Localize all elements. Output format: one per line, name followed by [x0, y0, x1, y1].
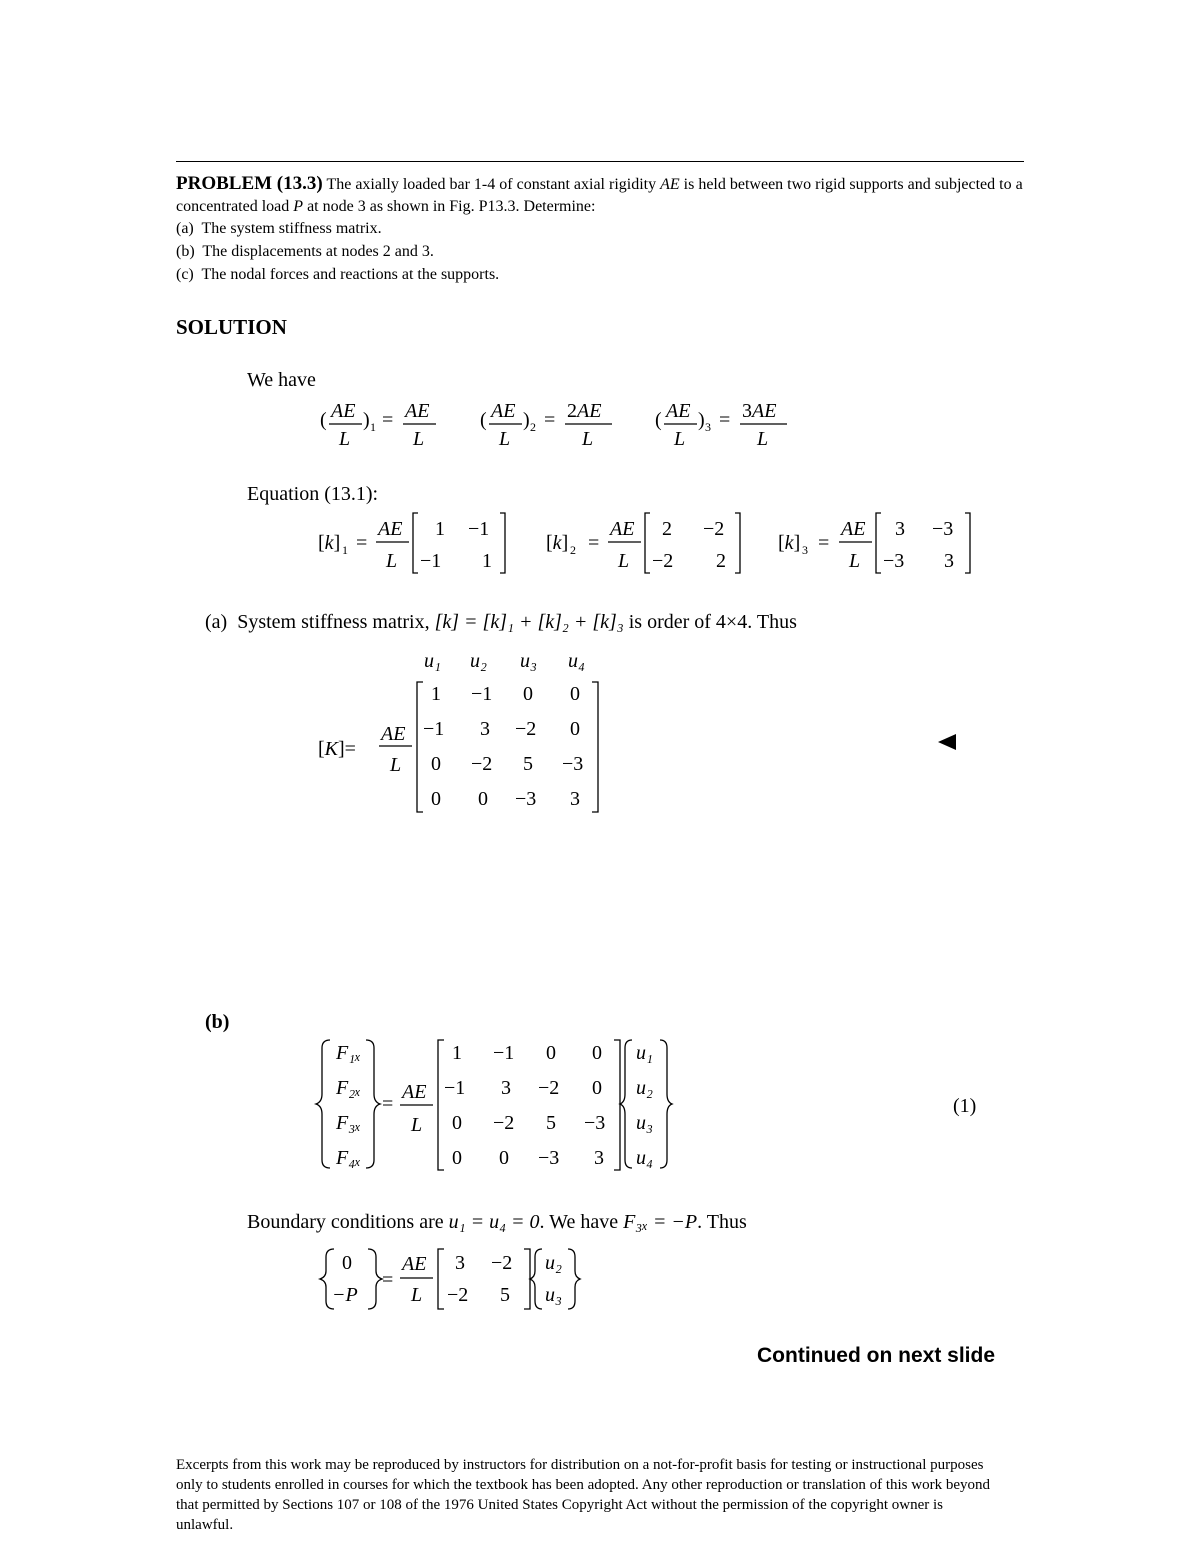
- problem-statement: [176, 173, 1026, 218]
- force-expression: F₃ₓ = −P: [623, 1211, 698, 1233]
- svg-text:AE: AE: [405, 400, 430, 422]
- svg-text:2AE: 2AE: [567, 400, 602, 422]
- problem-intro-c: at node 3 as shown in Fig. P13.3. Determine:: [307, 198, 596, 215]
- svg-text:AE: AE: [402, 1081, 427, 1103]
- left-pointer-icon: [936, 733, 958, 751]
- svg-text:[K]=: [K]=: [318, 738, 356, 760]
- k-r1-c4: 0: [592, 1042, 602, 1064]
- svg-text:=: =: [382, 409, 394, 431]
- svg-text:L: L: [411, 1284, 423, 1306]
- svg-text:): ): [523, 409, 530, 431]
- svg-text:[k]: [k]: [318, 532, 341, 554]
- svg-text:1: 1: [482, 550, 492, 572]
- force-f3x: F₃ₓ: [336, 1112, 361, 1134]
- disp-u4: u₄: [636, 1147, 653, 1169]
- svg-text:L: L: [413, 428, 425, 450]
- svg-text:1: 1: [370, 420, 376, 434]
- k-r1-c3: 0: [546, 1042, 556, 1064]
- force-vector: [335, 1042, 361, 1169]
- k-r3-c4: −3: [562, 753, 584, 775]
- svg-text:(: (: [655, 409, 662, 431]
- force-f1x: F₁ₓ: [336, 1042, 361, 1064]
- disp-u2: u₂: [636, 1077, 653, 1099]
- svg-text:L: L: [499, 428, 511, 450]
- svg-text:AE: AE: [378, 518, 403, 540]
- k-r4-c2: 0: [478, 788, 488, 810]
- item-text: The system stiffness matrix.: [201, 220, 382, 237]
- k-r3-c3: 5: [523, 753, 533, 775]
- ru-u3: u₃: [545, 1284, 562, 1306]
- svg-text:=: =: [719, 409, 731, 431]
- svg-text:L: L: [411, 1114, 423, 1136]
- rigidity-ratios: [310, 393, 810, 463]
- reduced-u-vector: [545, 1252, 562, 1306]
- disp-u1: u₁: [636, 1042, 653, 1064]
- force-f4x: F₄ₓ: [336, 1147, 361, 1169]
- svg-text:[k]: [k]: [546, 532, 569, 554]
- part-b-label: (b): [205, 1011, 230, 1033]
- svg-text:=: =: [544, 409, 556, 431]
- element-matrix-1: [318, 513, 505, 573]
- k-r3-c1: 0: [452, 1112, 462, 1134]
- rk-r1-c1: 3: [455, 1252, 465, 1274]
- boundary-conditions-line: [247, 1211, 747, 1234]
- problem-var-ae: AE: [660, 176, 680, 193]
- column-headers: [424, 650, 585, 672]
- svg-text:AE: AE: [402, 1253, 427, 1275]
- element-matrix-3: [778, 513, 970, 573]
- k-r2-c2: 3: [501, 1077, 511, 1099]
- k-r4-c3: −3: [515, 788, 537, 810]
- svg-text:L: L: [849, 550, 861, 572]
- svg-text:AE: AE: [666, 400, 691, 422]
- svg-text:1: 1: [342, 543, 348, 557]
- k-r4-c1: 0: [431, 788, 441, 810]
- svg-text:=: =: [382, 1093, 394, 1115]
- ratio-1: [320, 400, 436, 450]
- svg-text:2: 2: [530, 420, 536, 434]
- svg-text:AE: AE: [331, 400, 356, 422]
- svg-text:=: =: [356, 532, 368, 554]
- problem-intro-a: The axially loaded bar 1-4 of constant axial rigidity: [326, 176, 657, 193]
- k-r2-c4: 0: [570, 718, 580, 740]
- problem-var-p: P: [293, 198, 304, 215]
- svg-text:(: (: [480, 409, 487, 431]
- svg-text:=: =: [382, 1269, 394, 1291]
- svg-text:−3: −3: [883, 550, 905, 572]
- ratio-3: [655, 400, 787, 450]
- k-r2-c1: −1: [444, 1077, 466, 1099]
- part-a-label: (a): [205, 611, 228, 633]
- part-a-expression: [k] = [k]₁ + [k]₂ + [k]₃: [434, 611, 624, 633]
- k-r4-c4: 3: [570, 788, 580, 810]
- svg-text:L: L: [618, 550, 630, 572]
- k-r3-c3: 5: [546, 1112, 556, 1134]
- reduced-lhs-vector: [332, 1252, 358, 1306]
- k-r3-c2: −2: [471, 753, 493, 775]
- svg-text:AE: AE: [381, 723, 406, 745]
- col-header-u4: u₄: [568, 650, 585, 672]
- svg-text:2: 2: [570, 543, 576, 557]
- problem-item-b: [176, 241, 434, 263]
- item-label: (a): [176, 220, 194, 237]
- problem-intro-b: is held between two rigid supports and subjected to a concentrated load: [176, 176, 1023, 215]
- rk-r1-c2: −2: [491, 1252, 513, 1274]
- k-r4-c1: 0: [452, 1147, 462, 1169]
- item-label: (b): [176, 243, 195, 260]
- solution-heading: SOLUTION: [176, 315, 287, 339]
- bc-text-c: . Thus: [697, 1211, 747, 1233]
- item-text: The nodal forces and reactions at the supports.: [201, 266, 500, 283]
- svg-text:=: =: [818, 532, 830, 554]
- problem-item-a: [176, 218, 382, 240]
- bc-text-b: . We have: [539, 1211, 619, 1233]
- element-matrix-2: [546, 513, 740, 573]
- bc-expression: u₁ = u₄ = 0: [448, 1211, 540, 1233]
- k-r1-c3: 0: [523, 683, 533, 705]
- item-text: The displacements at nodes 2 and 3.: [202, 243, 434, 260]
- global-force-equation: [310, 1030, 690, 1180]
- svg-text:L: L: [339, 428, 351, 450]
- k-r2-c3: −2: [538, 1077, 560, 1099]
- svg-text:−2: −2: [652, 550, 674, 572]
- k-r2-c1: −1: [423, 718, 445, 740]
- svg-text:3: 3: [895, 518, 905, 540]
- problem-title: PROBLEM (13.3): [176, 173, 323, 194]
- svg-text:3: 3: [802, 543, 808, 557]
- displacement-vector: [636, 1042, 653, 1169]
- continued-note: Continued on next slide: [757, 1344, 996, 1367]
- ru-u2: u₂: [545, 1252, 562, 1274]
- disp-u3: u₃: [636, 1112, 653, 1134]
- k-r1-c4: 0: [570, 683, 580, 705]
- rk-r2-c1: −2: [447, 1284, 469, 1306]
- problem-item-c: [176, 264, 499, 286]
- k-r4-c4: 3: [594, 1147, 604, 1169]
- svg-text:1: 1: [435, 518, 445, 540]
- part-a-order: is order of 4×4. Thus: [628, 611, 797, 633]
- svg-text:): ): [698, 409, 705, 431]
- ratio-2: [480, 400, 612, 450]
- lhs-minus-p: −P: [332, 1284, 358, 1306]
- svg-text:2: 2: [662, 518, 672, 540]
- svg-text:(: (: [320, 409, 327, 431]
- k-r3-c2: −2: [493, 1112, 515, 1134]
- svg-text:=: =: [588, 532, 600, 554]
- svg-text:AE: AE: [841, 518, 866, 540]
- svg-text:L: L: [757, 428, 769, 450]
- item-label: (c): [176, 266, 194, 283]
- part-a-text: System stiffness matrix,: [237, 611, 430, 633]
- equation-number: (1): [953, 1095, 977, 1117]
- copyright-footer: Excerpts from this work may be reproduced by instructors for distribution on a not-for-profit basis for testing or instructional purposes only to students enrolled in courses for which the textbook has been adopted. Any other reproduction or translation of this work beyond that permitted by Sections 107 or 108 of the 1976 United States Copyright Act without the permission of the copyright owner is unlawful.: [176, 1457, 990, 1533]
- svg-text:3: 3: [944, 550, 954, 572]
- reduced-k-entries: [447, 1252, 512, 1306]
- col-header-u1: u₁: [424, 650, 441, 672]
- bc-text-a: Boundary conditions are: [247, 1211, 444, 1233]
- svg-text:3AE: 3AE: [742, 400, 777, 422]
- force-eq-k-entries: [444, 1042, 605, 1169]
- svg-text:−3: −3: [932, 518, 954, 540]
- svg-text:[k]: [k]: [778, 532, 801, 554]
- part-a-line: [205, 611, 797, 634]
- svg-text:3: 3: [705, 420, 711, 434]
- svg-text:L: L: [582, 428, 594, 450]
- system-stiffness-matrix: [310, 645, 630, 825]
- k-r3-c4: −3: [584, 1112, 606, 1134]
- equation-reference: Equation (13.1):: [247, 483, 379, 505]
- svg-text:−1: −1: [468, 518, 490, 540]
- reduced-system-equation: [310, 1243, 590, 1313]
- top-rule: [176, 161, 1024, 162]
- k-r1-c1: 1: [452, 1042, 462, 1064]
- svg-text:L: L: [390, 754, 402, 776]
- svg-text:): ): [363, 409, 370, 431]
- element-stiffness-matrices: [310, 505, 990, 580]
- k-r1-c2: −1: [471, 683, 493, 705]
- svg-text:2: 2: [716, 550, 726, 572]
- svg-text:−1: −1: [420, 550, 442, 572]
- force-f2x: F₂ₓ: [336, 1077, 361, 1099]
- k-r3-c1: 0: [431, 753, 441, 775]
- k-r2-c2: 3: [480, 718, 490, 740]
- col-header-u2: u₂: [470, 650, 487, 672]
- lhs-0: 0: [342, 1252, 352, 1274]
- k-r2-c3: −2: [515, 718, 537, 740]
- svg-text:L: L: [386, 550, 398, 572]
- k-r4-c2: 0: [499, 1147, 509, 1169]
- col-header-u3: u₃: [520, 650, 537, 672]
- k-r1-c1: 1: [431, 683, 441, 705]
- svg-text:AE: AE: [610, 518, 635, 540]
- k-r2-c4: 0: [592, 1077, 602, 1099]
- svg-text:−2: −2: [703, 518, 725, 540]
- rk-r2-c2: 5: [500, 1284, 510, 1306]
- system-k-entries: [423, 683, 583, 810]
- svg-text:AE: AE: [491, 400, 516, 422]
- k-r4-c3: −3: [538, 1147, 560, 1169]
- k-r1-c2: −1: [493, 1042, 515, 1064]
- svg-text:L: L: [674, 428, 686, 450]
- we-have-text: We have: [247, 369, 316, 391]
